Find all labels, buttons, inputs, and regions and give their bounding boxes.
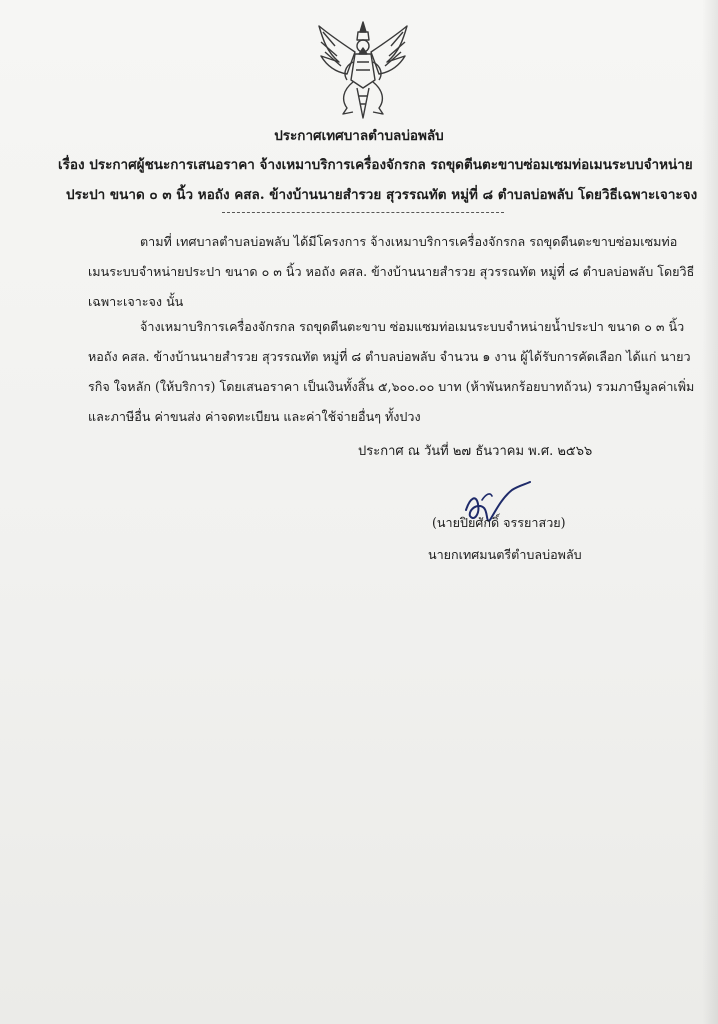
- announcement-title: ประกาศเทศบาลตำบลบ่อพลับ: [274, 128, 444, 144]
- text-line: เฉพาะเจาะจง นั้น: [88, 294, 184, 309]
- paragraph-background: [88, 227, 695, 317]
- text-line: จ้างเหมาบริการเครื่องจักรกล รถขุดตีนตะขาบ ซ่อมแซมท่อเมนระบบจำหน่ายน้ำประปา ขนาด ๐ ๓ นิ้ว: [140, 319, 685, 334]
- subject-line: เรื่อง ประกาศผู้ชนะการเสนอราคา จ้างเหมาบริการเครื่องจักรกล รถขุดตีนตะขาบซ่อมเซมท่อเมนระบบจำหน่าย: [58, 157, 693, 173]
- announcement-subject: [58, 150, 698, 210]
- text-line: ตามที่ เทศบาลตำบลบ่อพลับ ได้มีโครงการ จ้างเหมาบริการเครื่องจักรกล รถขุดตีนตะขาบซ่อมเซมท่อ: [140, 234, 678, 249]
- text-line: หอถัง คสล. ข้างบ้านนายสำรวย สุวรรณทัต หมู่ที่ ๘ ตำบลบ่อพลับ จำนวน ๑ งาน ผู้ได้รับการคัดเลือก ได้แก่ นายว: [88, 349, 691, 364]
- text-line: และภาษีอื่น ค่าขนส่ง ค่าจดทะเบียน และค่าใช้จ่ายอื่นๆ ทั้งปวง: [88, 409, 421, 424]
- subject-line: ประปา ขนาด ๐ ๓ นิ้ว หอถัง คสล. ข้างบ้านนายสำรวย สุวรรณทัต หมู่ที่ ๘ ตำบลบ่อพลับ โดยวิธีเฉพาะเจาะจง: [66, 187, 698, 203]
- signer-name: (นายปิยศักดิ์ จรรยาสวย): [432, 515, 566, 530]
- text-line: เมนระบบจำหน่ายประปา ขนาด ๐ ๓ นิ้ว หอถัง คสล. ข้างบ้านนายสำรวย สุวรรณทัต หมู่ที่ ๘ ตำบลบ่อพลับ โดยวิธี: [88, 264, 695, 279]
- text-line: รกิจ ใจหลัก (ให้บริการ) โดยเสนอราคา เป็นเงินทั้งสิ้น ๕,๖๐๐.๐๐ บาท (ห้าพันหกร้อยบาทถ้วน) รวมภาษีมูลค่าเพิ่ม: [88, 379, 695, 394]
- divider: [222, 212, 504, 213]
- paragraph-winner: [88, 312, 695, 432]
- garuda-emblem-icon: [313, 18, 413, 124]
- signer-position: นายกเทศมนตรีตำบลบ่อพลับ: [428, 547, 582, 562]
- announcement-date: ประกาศ ณ วันที่ ๒๗ ธันวาคม พ.ศ. ๒๕๖๖: [358, 444, 593, 459]
